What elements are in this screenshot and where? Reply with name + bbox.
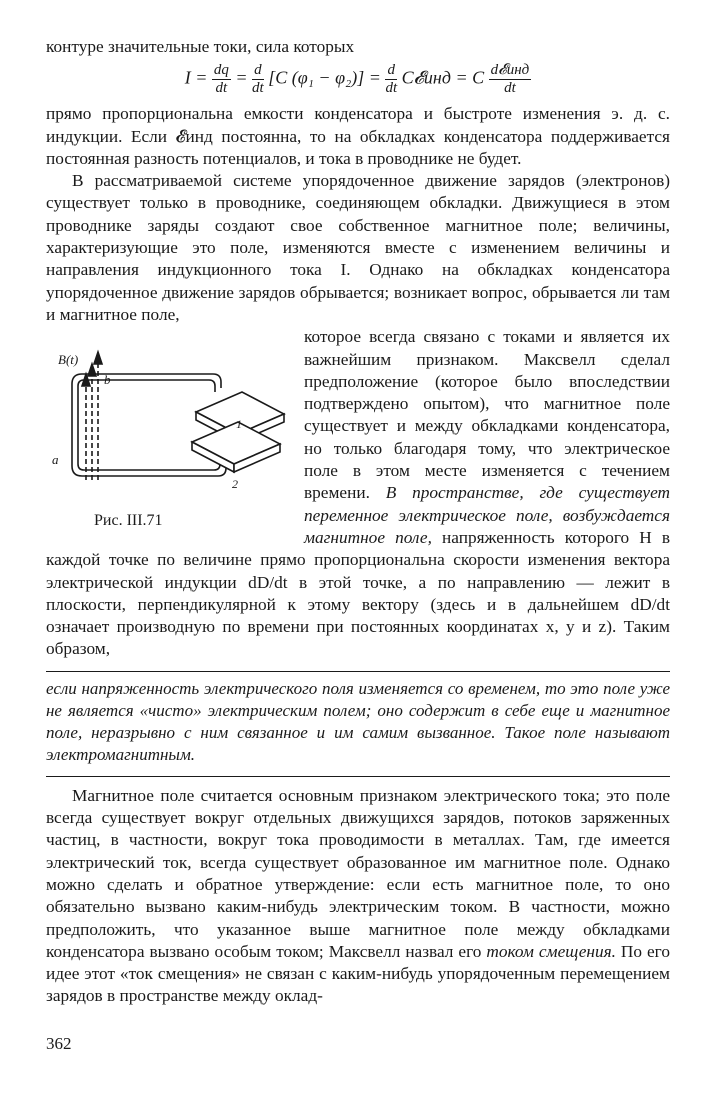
label-b: b: [104, 372, 111, 388]
paragraph-4-start: которое всегда связано с токами и является их важнейшим признаком. Максвелл сделал предположение (которое было впоследствии подтверждено опытом), что магнитное поле существует и между обкладками конденсатора, но только благодаря тому, что электрическое поле в этом месте изменяется с течением времени.: [304, 327, 670, 503]
paragraph-5: [46, 785, 670, 1008]
paragraph-2: прямо пропорциональна емкости конденсатора и быстроте изменения э. д. с. индукции. Если 𝓔инд постоянна, то на обкладках конденсатора поддерживается постоянная разность потенциалов, и тока в проводнике не будет.: [46, 104, 670, 168]
formula-eq-1: =: [235, 67, 248, 88]
page-number: 362: [46, 1034, 72, 1053]
label-plate-1: 1: [236, 417, 242, 432]
capacitor-circuit-illustration: [46, 330, 296, 508]
label-b-t: B(t): [58, 352, 79, 368]
bottom-rule: [46, 776, 670, 777]
paragraph-1: контуре значительные токи, сила которых: [46, 37, 355, 56]
paragraph-5-italic: током смещения.: [486, 941, 616, 961]
boxed-statement: если напряженность электрического поля изменяется со временем, то это поле уже не является «чисто» электрическим полем; оно содержит в себе еще и магнитное поле, неразрывно с ним связанное и им самим вызванное. Такое поле называют электромагнитным.: [46, 678, 670, 764]
formula-mid-2: C𝓔инд = C: [401, 67, 485, 88]
paragraph-5-end: По его идее этот «ток смещения» не связан с каким-нибудь упорядоченным перемещением зарядов в пространстве между оклад-: [46, 941, 670, 1006]
formula-lhs: I =: [184, 67, 208, 88]
figure-capacitor: [46, 330, 296, 540]
current-formula: [46, 62, 670, 97]
label-a: a: [52, 452, 59, 468]
figure-caption: Рис. III.71: [94, 512, 163, 530]
label-plate-2: 2: [232, 477, 238, 492]
formula-frac-1: $\frac{dq}{dt}$: [213, 62, 229, 97]
formula-frac-4: $\frac{\text{d𝓔инд}}{dt}$: [490, 62, 530, 97]
top-rule: [46, 671, 670, 672]
paragraph-3: В рассматриваемой системе упорядоченное движение зарядов (электронов) существует только в проводнике, соединяющем обкладки. Движущиеся в этом проводнике заряды создают свое собственное магнитное поле; величины, характеризующие это поле, изменяются вместе с изменением величины и направления индукционного тока I. Однако на обкладках конденсатора упорядоченное движение зарядов обрывается; возникает вопрос, обрывается ли там и магнитное поле,: [46, 171, 670, 324]
page-body: [46, 36, 670, 1008]
paragraph-4-italic: В пространстве, где существует переменное электрическое поле, возбуждается магнитное поле,: [304, 483, 670, 547]
formula-frac-2: $\frac{d}{dt}$: [252, 62, 264, 97]
paragraph-4-end: напряженность которого H в каждой точке по величине прямо пропорциональна скорости изменения вектора электрической индукции dD/dt в этой точке, а по направлению — лежит в плоскости, перпендикулярной к этому вектору (здесь и в дальнейшем dD/dt означает производную по времени при постоянных координатах x, y и z). Таким образом,: [46, 527, 670, 659]
formula-mid-1: [C (φ₁ − φ₂)] =: [268, 67, 381, 88]
formula-frac-3: $\frac{d}{dt}$: [385, 62, 398, 97]
paragraph-5-start: Магнитное поле считается основным признаком электрического тока; это поле всегда существует вокруг отдельных движущихся зарядов, потоков заряженных частиц, в частности, вокруг тока проводимости в металлах. Там, где имеется электрический ток, всегда существует образованное им магнитное поле. Однако можно сделать и обратное утверждение: если есть магнитное поле, то оно обязательно вызвано каким-нибудь электрическим током. В частности, можно предположить, что указанное выше магнитное поле между обкладками конденсатора вызвано особым током; Максвелл назвал его: [46, 785, 670, 961]
